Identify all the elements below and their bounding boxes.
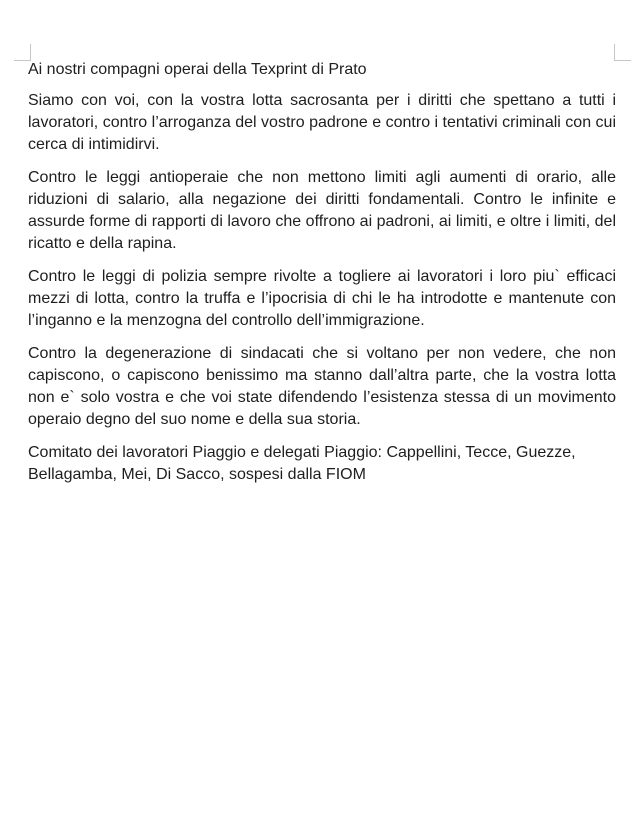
- greeting-line: Ai nostri compagni operai della Texprint di Prato: [28, 61, 367, 78]
- paragraph-anti-labor-laws: Contro le leggi antioperaie che non mettono limiti agli aumenti di orario, alle riduzioni di salario, alla negazione dei diritti fondamentali. Contro le infinite e assurde forme di rapporti di lavoro che offrono ai padroni, ai limiti, e oltre i limiti, del ricatto e della rapina.: [28, 169, 616, 252]
- paragraph-police-laws: Contro le leggi di polizia sempre rivolte a togliere ai lavoratori i loro piu` efficaci mezzi di lotta, contro la truffa e l’ipocrisia di chi le ha introdotte e mantenute con l’inganno e la menzogna del controllo dell’immigrazione.: [28, 268, 616, 329]
- paragraph-unions: Contro la degenerazione di sindacati che si voltano per non vedere, che non capiscono, o capiscono benissimo ma stanno dall’altra parte, che la vostra lotta non e` solo vostra e che voi state difendendo l’esistenza stessa di un movimento operaio degno del suo nome e della sua storia.: [28, 345, 616, 428]
- document-body[interactable]: [28, 59, 616, 497]
- top-right-margin-marker: [614, 44, 631, 61]
- signature-line: Comitato dei lavoratori Piaggio e delegati Piaggio: Cappellini, Tecce, Guezze, Bellagamba, Mei, Di Sacco, sospesi dalla FIOM: [28, 444, 576, 483]
- paragraph-solidarity: Siamo con voi, con la vostra lotta sacrosanta per i diritti che spettano a tutti i lavoratori, contro l’arroganza del vostro padrone e contro i tentativi criminali con cui cerca di intimidirvi.: [28, 92, 616, 153]
